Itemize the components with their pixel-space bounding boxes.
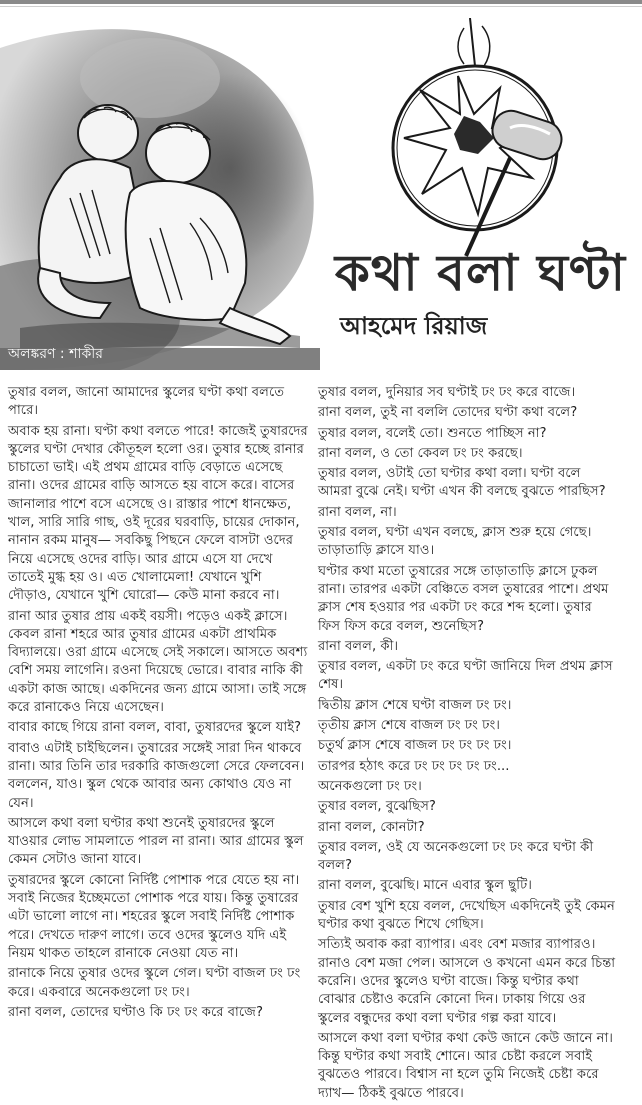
paragraph: তুষার বলল, জানো আমাদের স্কুলের ঘণ্টা কথা বলতে পারে। [8, 385, 285, 419]
paragraph: অনেকগুলো ঢং ঢং। [318, 778, 422, 794]
paragraph: তুষার বলল, ওই যে অনেকগুলো ঢং ঢং করে ঘণ্টা কী বলল? [318, 839, 594, 874]
paragraph: রানা বলল, তোদের ঘণ্টাও কি ঢং ঢং করে বাজে? [8, 1004, 263, 1020]
paragraph: রানা বলল, কোনটা? [318, 819, 425, 835]
story-title: কথা বলা ঘণ্টা [334, 243, 626, 302]
paragraph: তুষার বলল, দুনিয়ার সব ঘণ্টাই ঢং ঢং করে বাজে। [318, 385, 576, 400]
paragraph: সত্যিই অবাক করা ব্যাপার। এবং বেশ মজার ব্যাপারও। রানাও বেশ মজা পেল। আসলে ও কখনো এমন করে চিন্তা করেনি। ওদের স্কুলেও ঘণ্টা বাজে। কিন্তু ঘণ্টার কথা বোঝার চেষ্টাও করেনি কোনো দিন। ঢাকায় গিয়ে ওর স্কুলের বন্ধুদের কথা বলা ঘণ্টার গল্প করা যাবে। [318, 937, 616, 1026]
paragraph: তুষার বলল, ওটাই তো ঘণ্টার কথা বলা। ঘণ্টা বলে আমরা বুঝে নেই। ঘণ্টা এখন কী বলছে বুঝতে পারছিস? [318, 466, 606, 500]
bell-icon [360, 18, 570, 258]
paragraph: তুষার বেশ খুশি হয়ে বলল, দেখেছিস একদিনেই তুই কেমন ঘণ্টার কথা বুঝতে শিখে গেছিস। [318, 898, 615, 933]
paragraph: ঘণ্টার কথা মতো তুষারের সঙ্গে তাড়াতাড়ি ক্লাসে ঢুকল রানা। তারপর একটা বেঞ্চিতে বসল তুষারের পাশে। প্রথম ক্লাস শেষ হওয়ার পর একটা ঢং করে শব্দ হলো। তুষার ফিস ফিস করে বলল, শুনেছিস? [318, 563, 609, 634]
paragraph: অবাক হয় রানা। ঘণ্টা কথা বলতে পারে! কাজেই তুষারদের স্কুলের ঘণ্টা দেখার কৌতূহল হলো ওর। তুষার হচ্ছে রানার চাচাতো ভাই। এই প্রথম গ্রামের বাড়ি বেড়াতে এসেছে রানা। ওদের গ্রামের বাড়ি আসতে হয় বাসে করে। বাসের জানালার পাশে বসে এসেছে ও। রাস্তার পাশে ধানক্ষেত, খাল, সারি সারি গাছ, ওই দূরের ঘরবাড়ি, চায়ের দোকান, নানান রকম মানুষ— সবকিছু পিছনে ফেলে বাসটা ওদের নিয়ে এসেছে ওদের বাড়ি। আর গ্রামে এসে যা দেখে তাতেই মুগ্ধ হয় ও। এত খোলামেলা! যেখানে খুশি দৌড়াও, যেখানে খুশি ঘোরো— কেউ মানা করবে না। [8, 423, 308, 604]
paragraph: তুষার বলল, ঘণ্টা এখন বলছে, ক্লাস শুরু হয়ে গেছে। তাড়াতাড়ি ক্লাসে যাও। [318, 525, 592, 559]
paragraph: রানা আর তুষার প্রায় একই বয়সী। পড়েও একই ক্লাসে। কেবল রানা শহরে আর তুষার গ্রামের একটা প্রাথমিক বিদ্যালয়ে। ওরা গ্রামে এসেছে সেই সকালে। আসতে অবশ্য বেশি সময় লাগেনি। রওনা দিয়েছে ভোরে। বাবার নাকি কী একটা কাজ আছে। একদিনের জন্য গ্রামে আসা। তাই সঙ্গে করে রানাকেও নিয়ে এসেছেন। [8, 608, 308, 716]
paragraph: রানা বলল, তুই না বললি তোদের ঘণ্টা কথা বলে? [318, 405, 578, 421]
article-left-column [8, 384, 308, 1024]
paragraph: তৃতীয় ক্লাস শেষে বাজল ঢং ঢং ঢং। [318, 718, 500, 734]
author-name: আহমেদ রিয়াজ [340, 312, 488, 340]
paragraph: দ্বিতীয় ক্লাস শেষে ঘণ্টা বাজল ঢং ঢং। [318, 697, 512, 713]
paragraph: রানাকে নিয়ে তুষার ওদের স্কুলে গেল। ঘণ্টা বাজল ঢং ঢং করে। একবারে অনেকগুলো ঢং ঢং। [8, 966, 301, 1000]
paragraph: তুষার বলল, বলেই তো। শুনতে পাচ্ছিস না? [318, 425, 547, 441]
paragraph: তারপর হঠাৎ করে ঢং ঢং ঢং ঢং ঢং... [318, 758, 510, 774]
top-rule-thin [0, 6, 642, 7]
paragraph: আসলে কথা বলা ঘণ্টার কথা কেউ জানে কেউ জানে না। কিন্তু ঘণ্টার কথা সবাই শোনে। আর চেষ্টা করলে সবাই বুঝতেও পারবে। বিশ্বাস না হলে তুমি নিজেই চেষ্টা করে দ্যাখ— ঠিকই বুঝতে পারবে। [318, 1030, 613, 1101]
paragraph: রানা বলল, কী। [318, 638, 399, 654]
illustration-credit: অলঙ্করণ : শাকীর [8, 346, 103, 362]
paragraph: আসলে কথা বলা ঘণ্টার কথা শুনেই তুষারদের স্কুলে যাওয়ার লোভ সামলাতে পারল না রানা। আর গ্রামের স্কুল কেমন সেটাও জানা যাবে। [8, 815, 304, 868]
paragraph: রানা বলল, বুঝেছি। মানে এবার স্কুল ছুটি। [318, 878, 532, 894]
children-illustration [0, 18, 320, 370]
paragraph: বাবার কাছে গিয়ে রানা বলল, বাবা, তুষারদের স্কুলে যাই? [8, 720, 302, 736]
paragraph: তুষার বলল, একটা ঢং করে ঘণ্টা জানিয়ে দিল প্রথম ক্লাস শেষ। [318, 659, 613, 693]
top-rule [0, 0, 642, 4]
paragraph: চতুর্থ ক্লাস শেষে বাজল ঢং ঢং ঢং ঢং। [318, 738, 512, 754]
article-right-column [318, 384, 618, 1105]
paragraph: রানা বলল, না। [318, 504, 397, 520]
paragraph: রানা বলল, ও তো কেবল ঢং ঢং করছে। [318, 445, 523, 461]
paragraph: তুষারদের স্কুলে কোনো নির্দিষ্ট পোশাক পরে যেতে হয় না। সবাই নিজের ইচ্ছেমতো পোশাক পরে যায়। কিন্তু তুষারের এটা ভালো লাগে না। শহরের স্কুলে সবাই নির্দিষ্ট পোশাক পরে। দেখতে দারুণ লাগে। তবে ওদের স্কুলেও যদি এই নিয়ম থাকত তাহলে রানাকে নেওয়া যেত না। [8, 872, 300, 961]
paragraph: তুষার বলল, বুঝেছিস? [318, 799, 436, 815]
paragraph: বাবাও এটাই চাইছিলেন। তুষারের সঙ্গেই সারা দিন থাকবে রানা। আর তিনি তার দরকারি কাজগুলো সেরে ফেলবেন। বললেন, যাও। স্কুল থেকে আবার অন্য কোথাও যেও না যেন। [8, 740, 305, 811]
